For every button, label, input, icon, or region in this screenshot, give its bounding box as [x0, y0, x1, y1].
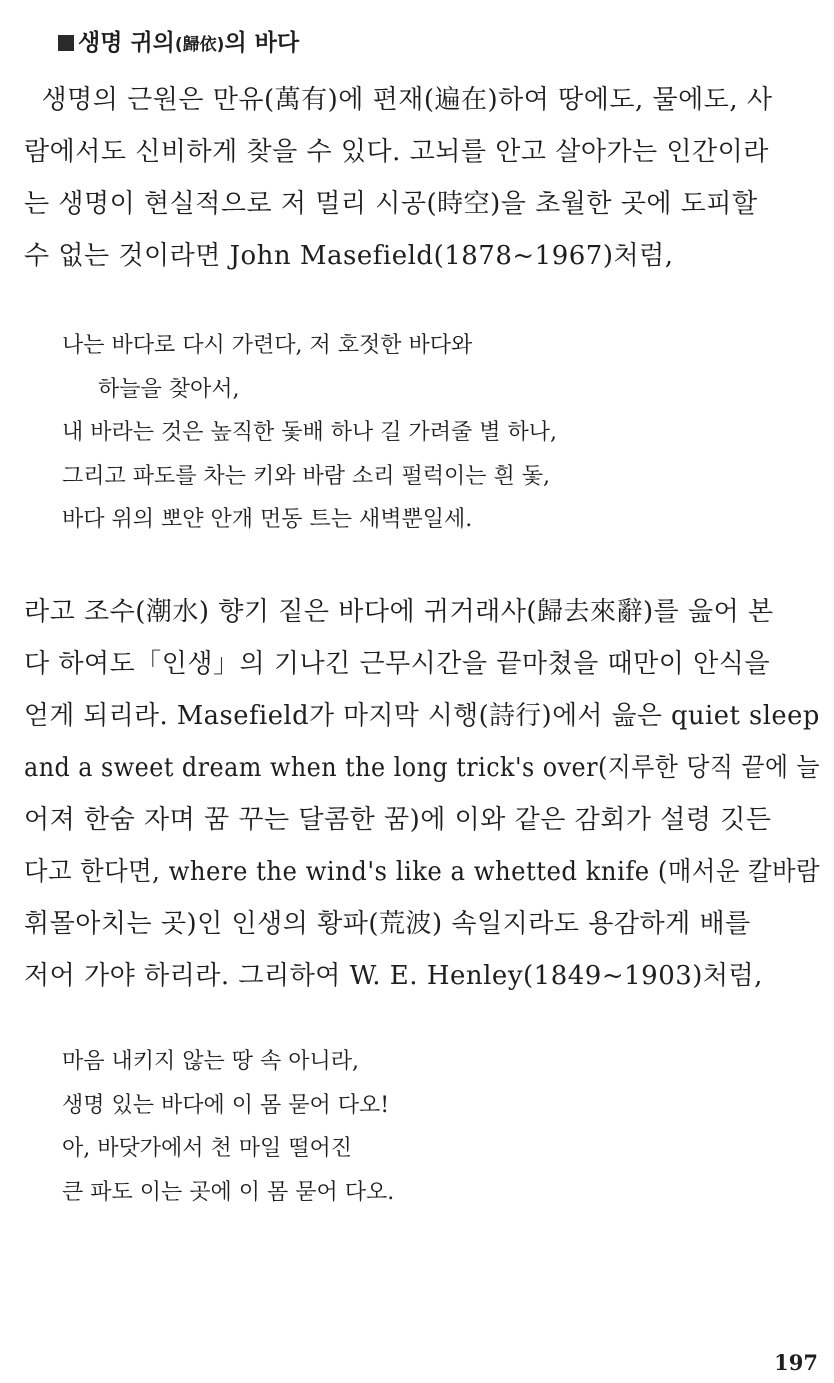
paragraph-line: 다고 한다면, where the wind's like a whetted knife (매서운 칼바람 [24, 857, 821, 887]
paragraph-line: 휘몰아치는 곳)인 인생의 황파(荒波) 속일지라도 용감하게 배를 [24, 909, 751, 939]
poem-line: 생명 있는 바다에 이 몸 묻어 다오! [62, 1092, 390, 1118]
paragraph-line: 얻게 되리라. Masefield가 마지막 시행(詩行)에서 읊은 quiet sleep [24, 701, 820, 731]
poem-line: 내 바라는 것은 높직한 돛배 하나 길 가려줄 별 하나, [62, 420, 557, 445]
paragraph-line: 저어 가야 하리라. 그리하여 W. E. Henley(1849~1903)처럼, [24, 961, 763, 991]
section-heading [58, 26, 299, 62]
black-square-icon [58, 35, 74, 51]
paragraph-line: 생명의 근원은 만유(萬有)에 편재(遍在)하여 땅에도, 물에도, 사 [24, 85, 773, 115]
paragraph-1 [24, 74, 824, 282]
paragraph-line: 라고 조수(潮水) 향기 짙은 바다에 귀거래사(歸去來辭)를 읊어 본 [24, 597, 774, 627]
poem-line: 그리고 파도를 차는 키와 바람 소리 펄럭이는 흰 돛, [62, 463, 550, 489]
paragraph-line: 수 없는 것이라면 John Masefield(1878~1967)처럼, [24, 241, 674, 271]
poem-line: 큰 파도 이는 곳에 이 몸 묻어 다오. [62, 1179, 395, 1205]
heading-rest: 의 바다 [224, 30, 300, 56]
poem-quote-masefield [62, 324, 557, 542]
page-number: 197 [774, 1350, 818, 1375]
poem-line: 아, 바닷가에서 천 마일 떨어진 [62, 1136, 352, 1161]
paragraph-line: 람에서도 신비하게 찾을 수 있다. 고뇌를 안고 살아가는 인간이라 [24, 137, 769, 167]
poem-line: 바다 위의 뽀얀 안개 먼동 트는 새벽뿐일세. [62, 507, 473, 532]
paragraph-line: 는 생명이 현실적으로 저 멀리 시공(時空)을 초월한 곳에 도피할 [24, 189, 758, 219]
heading-text: 생명 귀의 [78, 30, 175, 56]
paragraph-2 [24, 586, 824, 1002]
poem-quote-henley [62, 1040, 394, 1214]
heading-hanja: (歸依) [174, 35, 225, 55]
paragraph-line: and a sweet dream when the long trick's over(지루한 당직 끝에 늘 [24, 753, 821, 783]
poem-line: 나는 바다로 다시 가련다, 저 호젓한 바다와 [62, 333, 473, 358]
poem-line: 마음 내키지 않는 땅 속 아니라, [62, 1049, 359, 1074]
paragraph-line: 어져 한숨 자며 꿈 꾸는 달콤한 꿈)에 이와 같은 감회가 설령 깃든 [24, 805, 772, 835]
poem-line: 하늘을 찾아서, [98, 376, 240, 402]
paragraph-line: 다 하여도「인생」의 기나긴 근무시간을 끝마쳤을 때만이 안식을 [24, 649, 770, 679]
